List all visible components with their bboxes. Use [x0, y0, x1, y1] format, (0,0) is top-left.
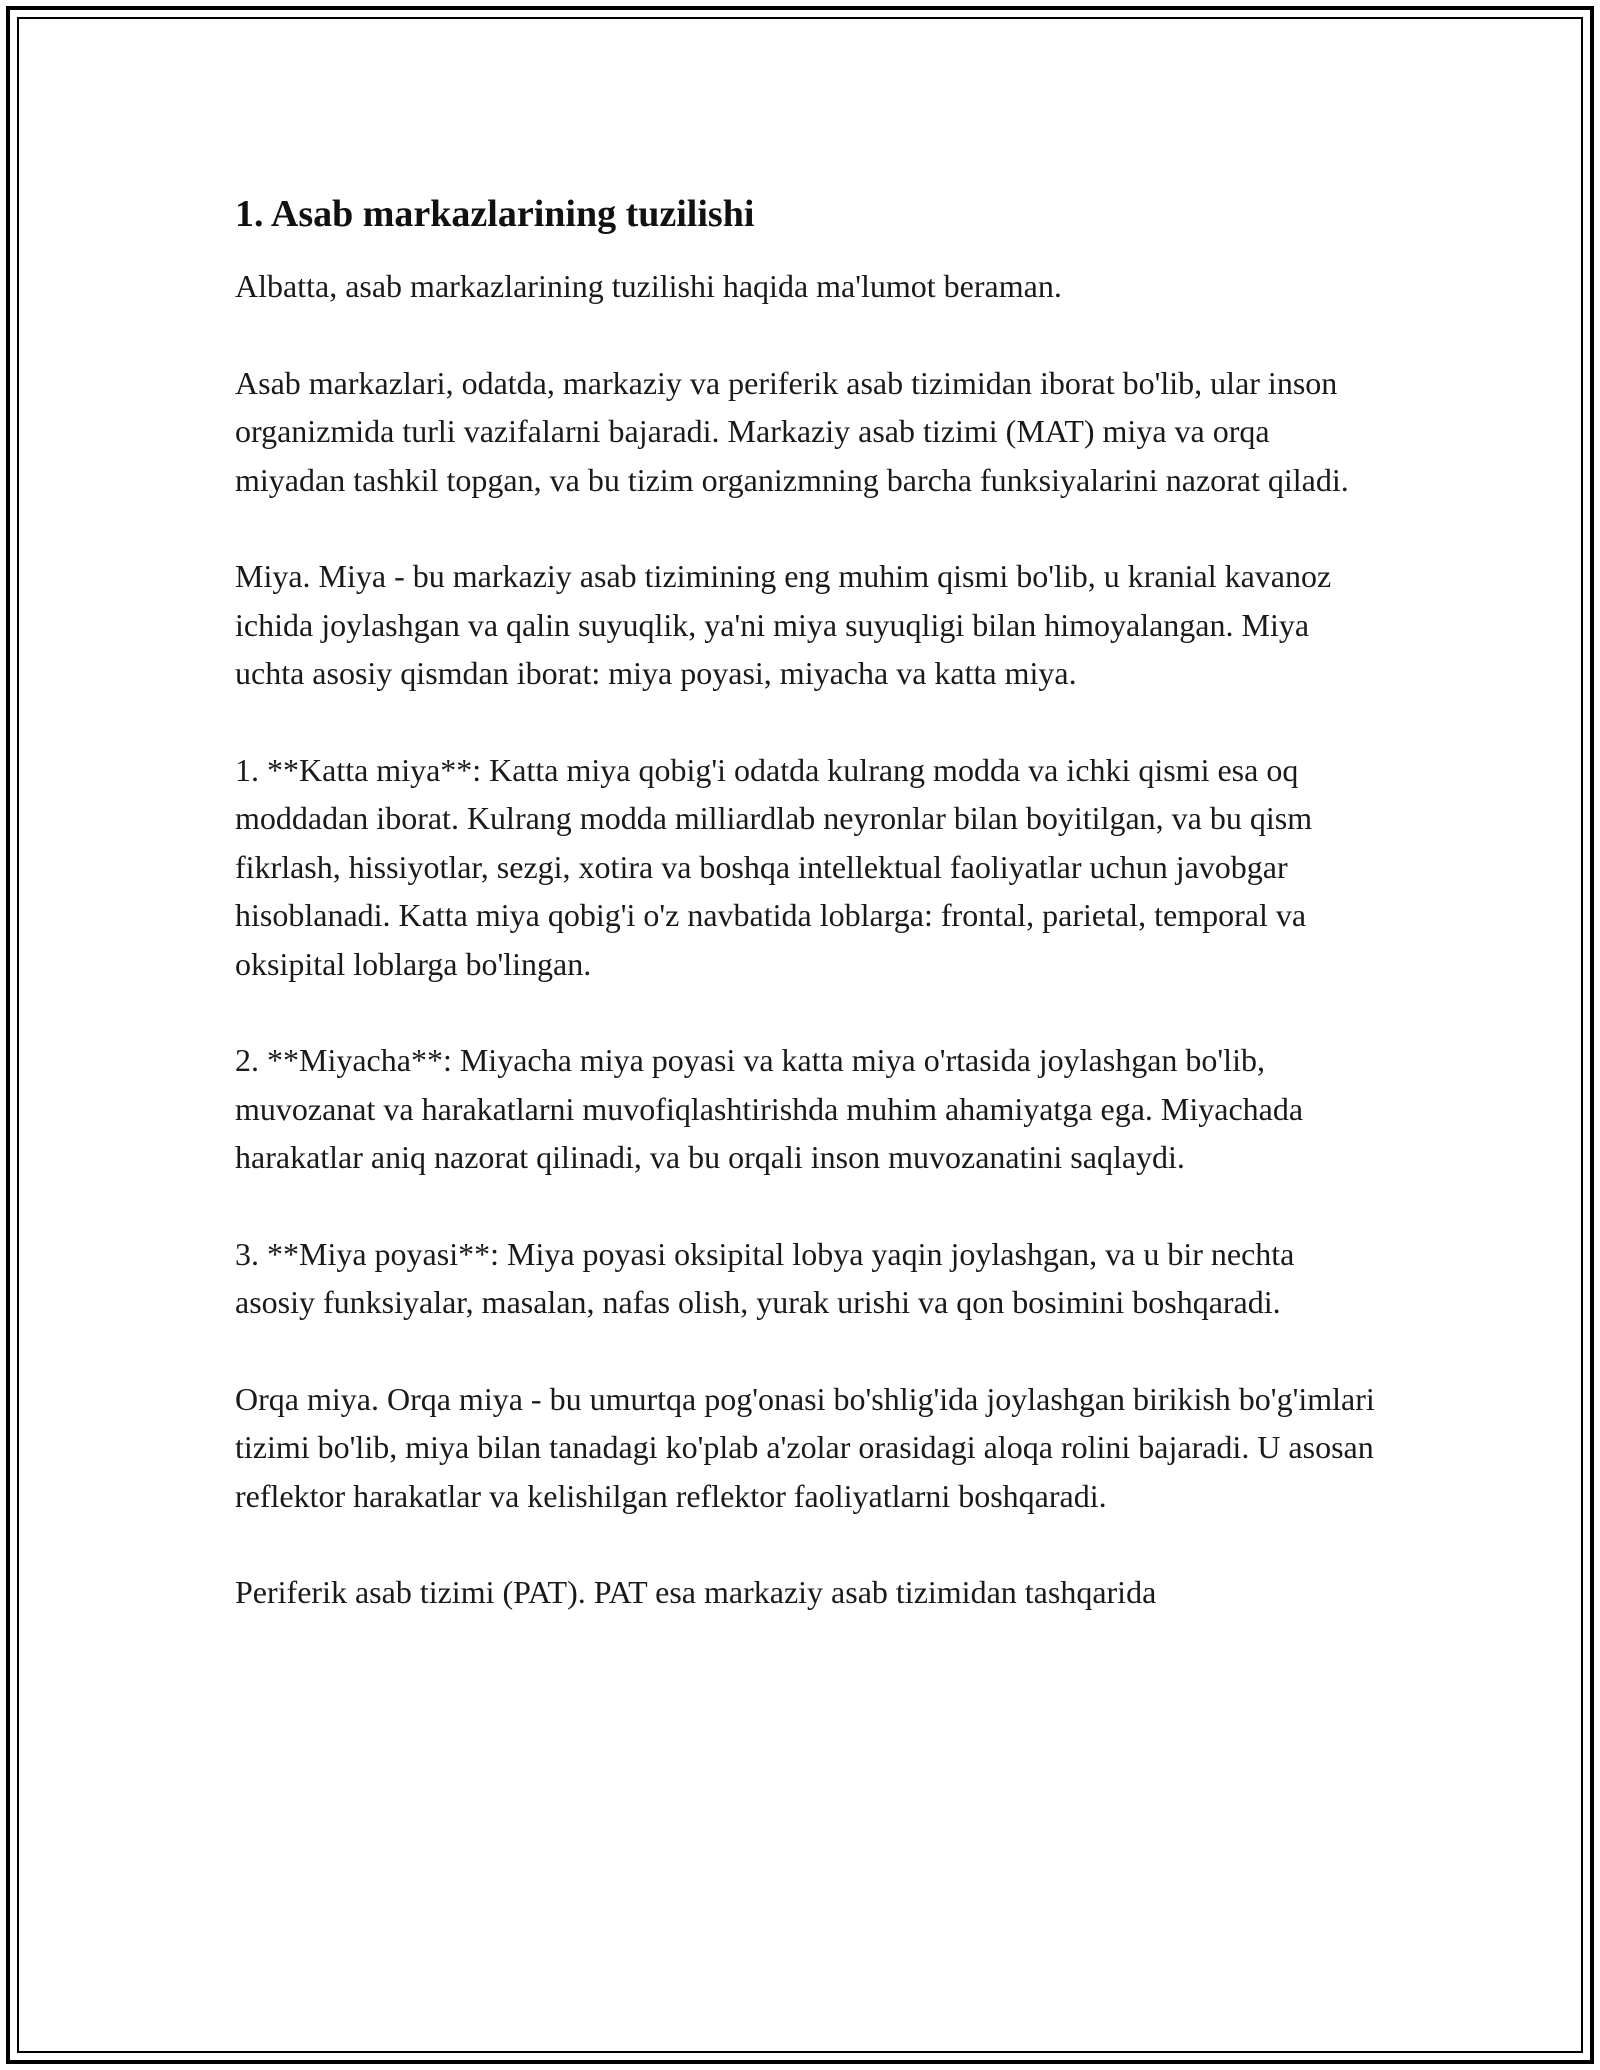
document-body — [235, 188, 1375, 1665]
paragraph-brain: Miya. Miya - bu markaziy asab tizimining eng muhim qismi bo'lib, u kranial kavanoz ichida joylashgan va qalin suyuqlik, ya'ni miya suyuqligi bilan himoyalangan. Miya uchta asosiy qismdan iborat: miya poyasi, miyacha va katta miya. — [235, 558, 1332, 691]
section-heading: 1. Asab markazlarining tuzilishi — [235, 193, 755, 235]
paragraph-nervous-centers: Asab markazlari, odatda, markaziy va periferik asab tizimidan iborat bo'lib, ular inson organizmida turli vazifalarni bajaradi. Markaziy asab tizimi (MAT) miya va orqa miyadan tashkil topgan, va bu tizim organizmning barcha funksiyalarini nazorat qiladi. — [235, 364, 1349, 498]
paragraph-cerebellum: 2. **Miyacha**: Miyacha miya poyasi va katta miya o'rtasida joylashgan bo'lib, muvozanat va harakatlarni muvofiqlashtirishda muhim ahamiyatga ega. Miyachada harakatlar aniq nazorat qilinadi, va bu orqali inson muvozanatini saqlaydi. — [235, 1042, 1304, 1175]
paragraph-peripheral: Periferik asab tizimi (PAT). PAT esa markaziy asab tizimidan tashqarida — [235, 1574, 1157, 1610]
paragraph-intro: Albatta, asab markazlarining tuzilishi haqida ma'lumot beraman. — [235, 268, 1062, 304]
paragraph-brainstem: 3. **Miya poyasi**: Miya poyasi oksipital lobya yaqin joylashgan, va u bir nechta asosiy funksiyalar, masalan, nafas olish, yurak urishi va qon bosimini boshqaradi. — [235, 1235, 1295, 1320]
paragraph-spinal-cord: Orqa miya. Orqa miya - bu umurtqa pog'onasi bo'shlig'ida joylashgan birikish bo'g'imlari tizimi bo'lib, miya bilan tanadagi ko'plab a'zolar orasidagi aloqa rolini bajaradi. U asosan reflektor harakatlar va kelishilgan reflektor faoliyatlarni boshqaradi. — [235, 1380, 1375, 1514]
paragraph-cerebrum: 1. **Katta miya**: Katta miya qobig'i odatda kulrang modda va ichki qismi esa oq moddadan iborat. Kulrang modda milliardlab neyronlar bilan boyitilgan, va bu qism fikrlash, hissiyotlar, sezgi, xotira va boshqa intellektual faoliyatlar uchun javobgar hisoblanadi. Katta miya qobig'i o'z navbatida loblarga: frontal, parietal, temporal va oksipital loblarga bo'lingan. — [235, 751, 1313, 982]
